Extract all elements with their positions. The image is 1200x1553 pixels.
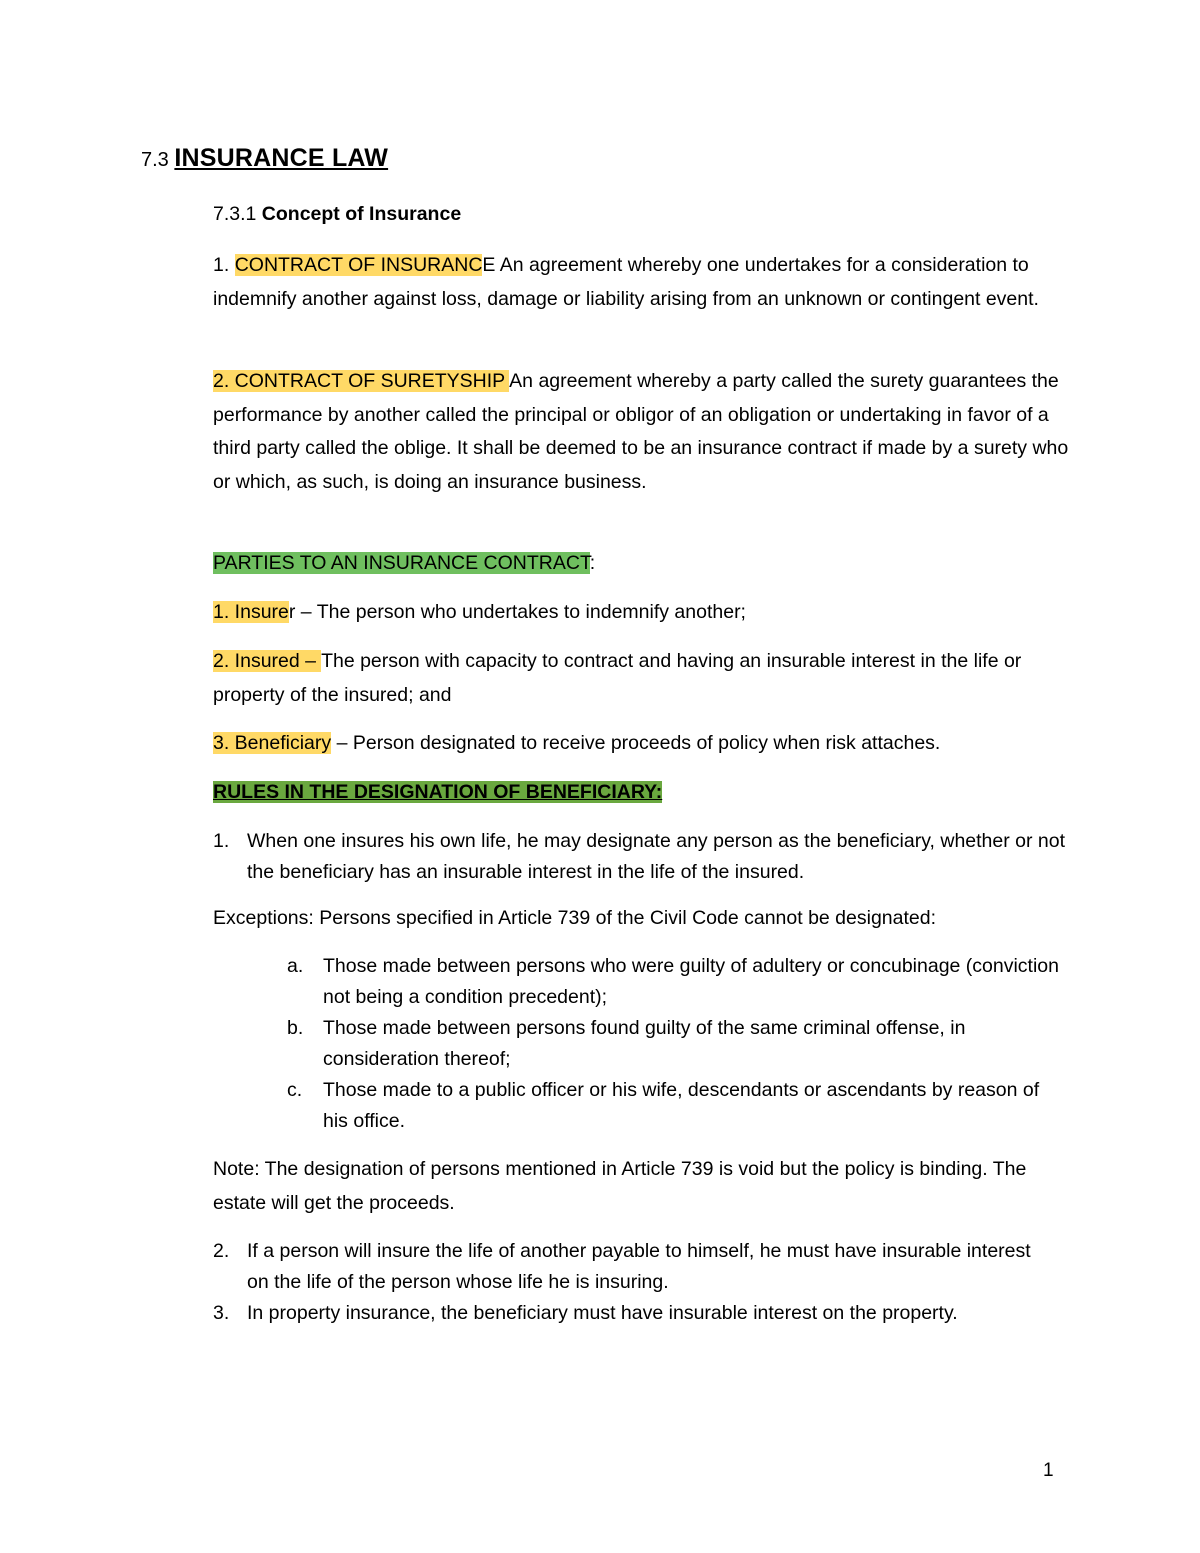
page-number: 1: [1043, 1460, 1054, 1481]
section-heading: [141, 144, 388, 173]
definition-text: An agreement whereby a party called the surety guarantees the performance by another called the principal or obligor of an obligation or undertaking in favor of a third party called the oblige. It shall be deemed to be an insurance contract if made by a surety who or which, as such, is doing an insurance business.: [213, 370, 1069, 493]
definition-term: CONTRACT OF INSURANC: [234, 254, 483, 276]
list-item-text: When one insures his own life, he may designate any person as the beneficiary, whether or not the beneficiary has an insurable interest in the life of the insured.: [247, 830, 1066, 883]
party-term: 1. Insure: [213, 601, 289, 623]
party-term-tail: r: [288, 601, 296, 623]
definition-contract-of-insurance: [213, 249, 1073, 316]
party-text: – The person who undertakes to indemnify another;: [295, 601, 746, 623]
party-text: – Person designated to receive proceeds of policy when risk attaches.: [331, 732, 941, 754]
definition-term: 2. CONTRACT OF SURETYSHIP: [213, 370, 510, 392]
list-item-text: Those made between persons found guilty of the same criminal offense, in consideration thereof;: [323, 1017, 966, 1070]
party-term: 3. Beneficiary: [213, 732, 332, 754]
list-marker: 1.: [213, 830, 230, 852]
list-marker: b.: [287, 1017, 304, 1039]
subsection-heading: [213, 203, 461, 226]
definition-text: An agreement whereby one undertakes for a consideration to indemnify another against loss, damage or liability arising from an unknown or contingent event.: [213, 254, 1039, 310]
party-insured: [213, 645, 1073, 712]
list-marker: a.: [287, 955, 304, 977]
exceptions-intro: Exceptions: Persons specified in Article 739 of the Civil Code cannot be designated:: [213, 907, 937, 929]
list-item-text: Those made to a public officer or his wife, descendants or ascendants by reason of his office.: [323, 1079, 1040, 1132]
note: Note: The designation of persons mentioned in Article 739 is void but the policy is binding. The estate will get the proceeds.: [213, 1158, 1027, 1214]
section-number: 7.3: [141, 149, 169, 171]
list-item-text: Those made between persons who were guilty of adultery or concubinage (conviction not being a condition precedent);: [323, 955, 1060, 1008]
party-text: The person with capacity to contract and having an insurable interest in the life or property of the insured; and: [213, 650, 1022, 706]
party-beneficiary: [213, 727, 1073, 761]
rules-heading: [213, 776, 1073, 810]
section-title: INSURANCE LAW: [174, 144, 389, 172]
list-marker: 2.: [213, 1240, 230, 1262]
subsection-number: 7.3.1: [213, 203, 257, 225]
parties-heading-suffix: :: [589, 552, 596, 574]
party-insurer: [213, 596, 1073, 630]
subsection-title: Concept of Insurance: [261, 203, 462, 225]
parties-heading-text: PARTIES TO AN INSURANCE CONTRACT: [213, 552, 590, 574]
definition-contract-of-suretyship: [213, 365, 1073, 499]
definition-term-tail: E: [482, 254, 496, 276]
parties-heading: [213, 547, 1073, 581]
list-marker: c.: [287, 1079, 303, 1101]
list-marker: 3.: [213, 1302, 230, 1324]
rules-heading-text: RULES IN THE DESIGNATION OF BENEFICIARY:: [213, 781, 663, 803]
definition-prefix: 1.: [213, 254, 235, 276]
list-item-text: In property insurance, the beneficiary must have insurable interest on the property.: [247, 1302, 958, 1324]
party-term: 2. Insured –: [213, 650, 322, 672]
list-item-text: If a person will insure the life of another payable to himself, he must have insurable interest on the life of the person whose life he is insuring.: [247, 1240, 1031, 1293]
